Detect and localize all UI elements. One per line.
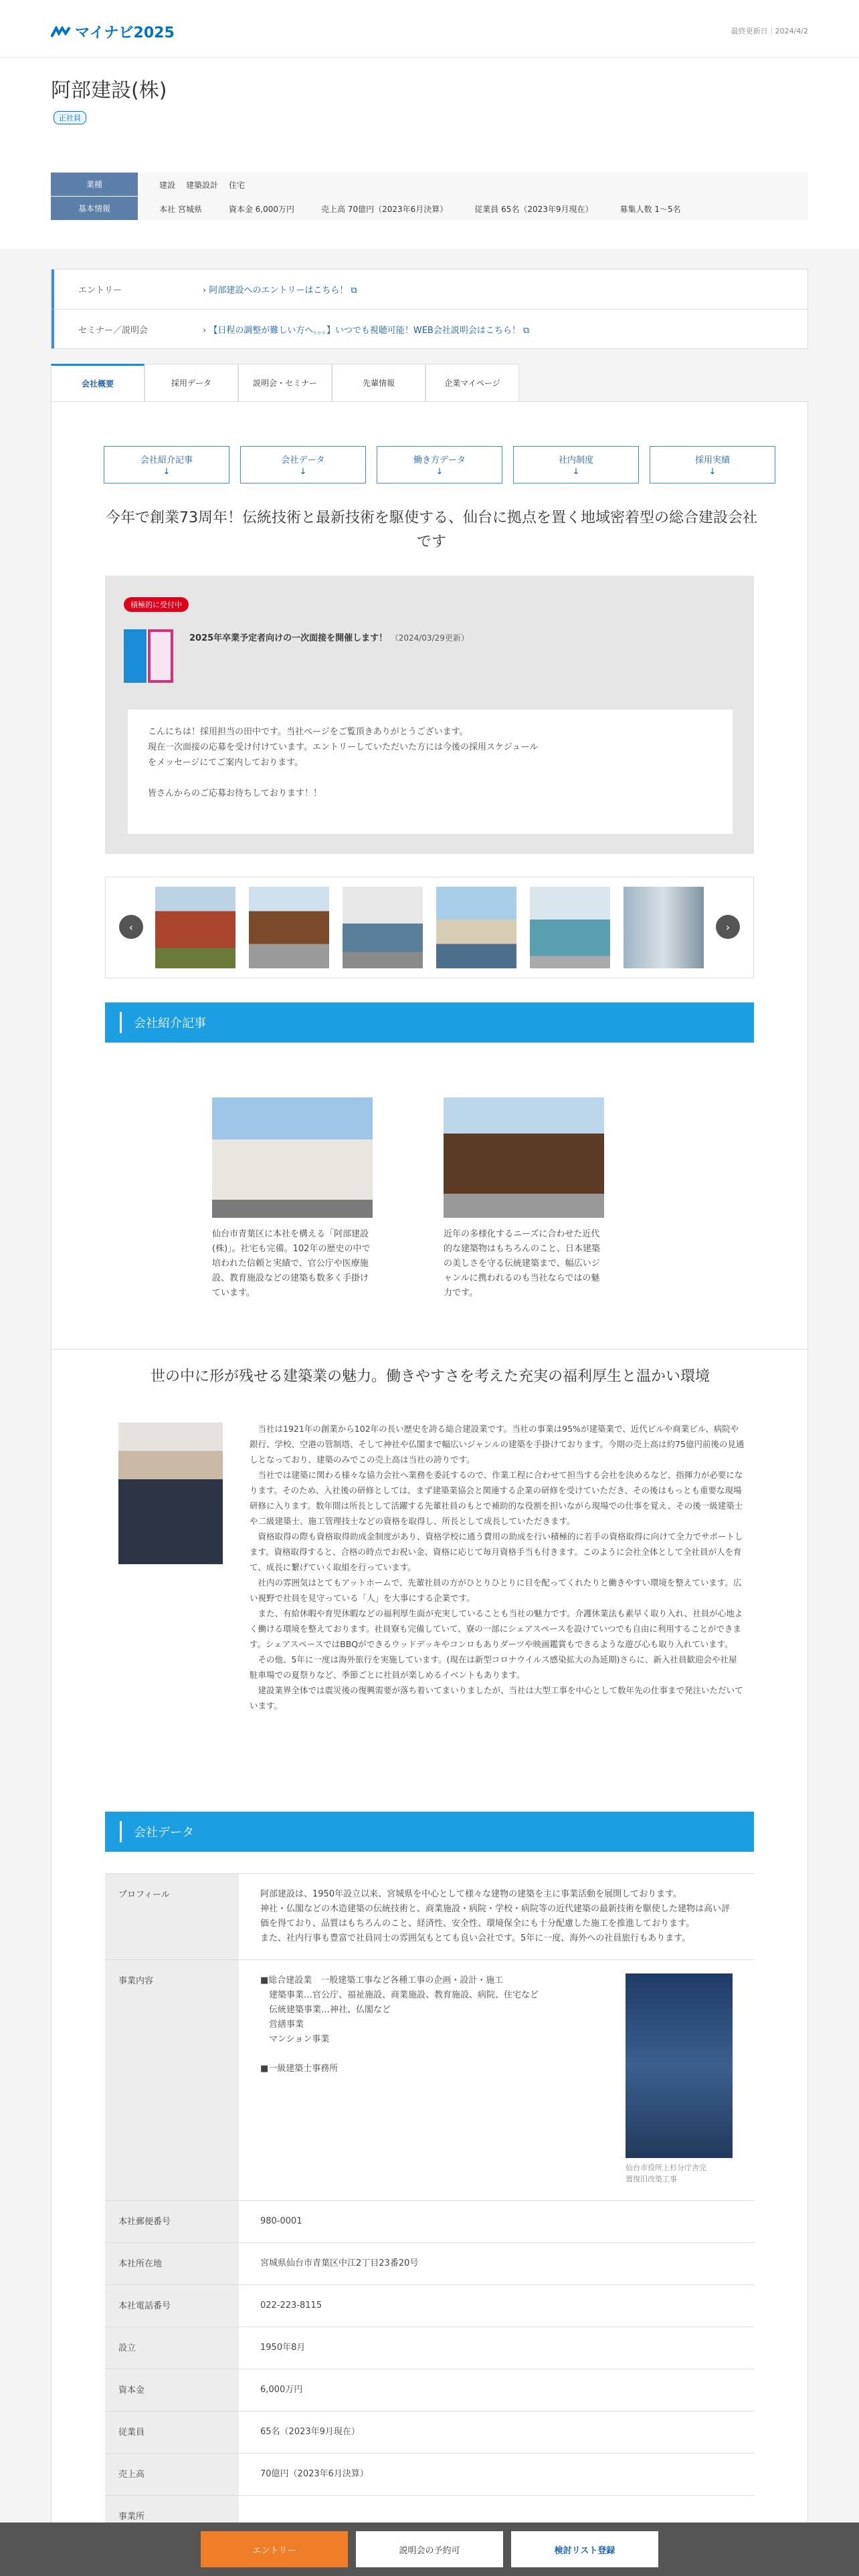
action-links bbox=[51, 269, 808, 349]
hiring-count-value: 募集人数 1〜5名 bbox=[619, 204, 681, 214]
sticky-footer bbox=[0, 2523, 859, 2576]
tab-seminar[interactable]: 説明会・セミナー bbox=[238, 364, 332, 401]
link-label: エントリー bbox=[78, 286, 122, 296]
table-row: 本社電話番号 022-223-8115 bbox=[105, 2285, 754, 2327]
carousel-photo[interactable] bbox=[436, 887, 516, 968]
news-thumbnail bbox=[124, 629, 173, 683]
subnav-work-data[interactable]: 働き方データ ↓ bbox=[377, 446, 502, 484]
article-text: 仙台市青葉区に本社を構える「阿部建設(株)」。社宅も完備。102年の歴史の中で培われた信頼と実績で、官公庁や医療施設、教育施設などの建築も数多く手掛けています。 bbox=[212, 1229, 371, 1298]
info-values bbox=[138, 203, 681, 215]
staff-portrait bbox=[118, 1422, 223, 1564]
subnav-company-data[interactable]: 会社データ ↓ bbox=[240, 446, 366, 484]
mynavi-logo-icon bbox=[51, 26, 71, 38]
table-row: 売上高 70億円（2023年6月決算） bbox=[105, 2454, 754, 2496]
save-list-button[interactable]: 検討リスト登録 bbox=[511, 2531, 658, 2567]
entry-link-row bbox=[52, 270, 807, 309]
news-item[interactable] bbox=[124, 629, 469, 683]
tab-mypage[interactable]: 企業マイページ bbox=[425, 364, 519, 401]
site-logo[interactable] bbox=[51, 21, 175, 42]
info-row-industry bbox=[51, 173, 808, 197]
industry-value: 住宅 bbox=[229, 180, 246, 190]
article-card bbox=[444, 1097, 604, 1301]
seminar-reserve-button[interactable]: 説明会の予約可 bbox=[356, 2531, 503, 2567]
tab-bar bbox=[51, 364, 519, 401]
carousel-photo[interactable] bbox=[249, 887, 329, 968]
sales-value: 売上高 70億円（2023年6月決算） bbox=[321, 204, 448, 214]
industry-value: 建築設計 bbox=[186, 180, 219, 190]
photo-carousel bbox=[105, 877, 754, 978]
company-data-table bbox=[105, 1873, 754, 2536]
carousel-prev-icon[interactable]: ‹ bbox=[119, 915, 143, 939]
entry-button[interactable]: エントリー bbox=[201, 2531, 348, 2567]
status-badge: 積極的に受付中 bbox=[124, 597, 189, 612]
subnav-results[interactable]: 採用実績 ↓ bbox=[650, 446, 775, 484]
link-label: セミナー／説明会 bbox=[78, 325, 149, 336]
info-row-basic bbox=[51, 197, 808, 221]
info-key: 基本情報 bbox=[51, 197, 138, 221]
table-row: 事業内容 ■総合建設業 一般建築工事など各種工事の企画・設計・施工 建築事業…官公庁、福祉施設、商業施設、教育施設、病院、住宅など 伝統建築事業…神社、仏閣など 営繕事業 マンション事業 ■一級建築士事務所 仙台市役所上杉分庁舎完 置復旧改築工事 bbox=[105, 1960, 754, 2201]
subnav-articles[interactable]: 会社紹介記事 ↓ bbox=[104, 446, 229, 484]
carousel-photo[interactable] bbox=[624, 887, 704, 968]
tab-seniors[interactable]: 先輩情報 bbox=[332, 364, 425, 401]
carousel-photo[interactable] bbox=[155, 887, 235, 968]
entry-link[interactable]: › 阿部建設へのエントリーはこちら！ ⧉ bbox=[203, 286, 357, 296]
logo-text: マイナビ2025 bbox=[75, 25, 175, 41]
seminar-link-row bbox=[52, 309, 807, 348]
capital-value: 資本金 6,000万円 bbox=[228, 204, 294, 214]
table-row: 事業所 bbox=[105, 2496, 754, 2536]
feature-body: 当社は1921年の創業から102年の長い歴史を誇る総合建設業です。当社の事業は95%が建築業で、近代ビルや商業ビル、病院や銀行、学校、空港の管制塔、そして神社や仏閣まで幅広いジャンルの建築を手掛けております。今期の売上高は約75億円前後の見通しとなっており、建築のみでこの売上高は当社の誇りです。 当社では建築に関わる様々な協力会社へ業務を委託するので、作業工程に合わせて担当する会社を決めるなど、指揮力が必要になります。そのため、入社後の研修としては、まず建築業協会と関連する企業の研修を受けていただき、その後はもっとも重要な現場研修に入ります。数年間は所長として活躍する先輩社員のもとで補助的な役割を担いながら現場での仕事を覚え、その後一級建築士や二級建築士、施工管理技士などの資格を取得し、所長として成長していただきます。 資格取得の際も資格取得助成金制度があり、資格学校に通う費用の助成を行い積極的に若手の資格取得に向けて全力でサポートします。資格取得すると、合格の時点でお祝い金、資格に応じて毎月資格手当も付きます。このように会社全体として全社員が人を育て、成長に繋げていく取組を行っています。 社内の雰囲気はとてもアットホームで、先輩社員の方がひとりひとりに目を配ってくれたりと働きやすい環境を整えています。広い視野で社員を見守っている「人」を大事にする企業です。 また、有給休暇や育児休暇などの福利厚生面が充実していることも当社の魅力です。介護休業法も素早く取り入れ、社員が心地よく働ける環境を整えております。社員寮も完備していて、寮の一部にシェアスペースを設けていつでも自由に利用することができます。シェアスペースではBBQができるウッドデッキやコンロもありダーツや映画鑑賞もできるような遊び心も取り入れています。 その他、5年に一度は海外旅行を実施しています。(現在は新型コロナウイルス感染拡大の為延期)さらに、新入社員歓迎会や社屋駐車場での夏祭りなど、季節ごとに社員が楽しめるイベントもあります。 建設業界全体では震災後の復興需要が落ち着いてまいりましたが、当社は大型工事を中心として数年先の仕事まで発注いただいています。 bbox=[250, 1424, 745, 1711]
info-values bbox=[138, 179, 245, 191]
recruiter-message: こんにちは！採用担当の田中です。当社ページをご覧頂きありがとうございます。 現在一次面接の応募を受け付けています。エントリーしていただいた方には今後の採用スケジュール をメッセージにてご案内しております。 皆さんからのご応募お待ちしております！！ bbox=[128, 710, 733, 834]
seminar-link[interactable]: › 【日程の調整が難しい方へ。。。】いつでも視聴可能！WEB会社説明会はこちら！ ⧉ bbox=[203, 325, 530, 336]
updated-date: 最終更新日｜2024/4/2 bbox=[731, 27, 808, 35]
employment-badge: 正社員 bbox=[54, 111, 86, 124]
news-panel bbox=[105, 576, 754, 854]
article-text: 近年の多様化するニーズに合わせた近代的な建築物はもちろんのこと、日本建築の美しさを守る伝統建築まで、幅広いジャンルに携われるのも当社ならではの魅力です。 bbox=[444, 1229, 601, 1298]
building-photo: 仙台市役所上杉分庁舎完 置復旧改築工事 bbox=[626, 1973, 733, 2187]
hq-value: 本社 宮城県 bbox=[159, 204, 202, 214]
carousel-photo[interactable] bbox=[343, 887, 423, 968]
subnav-systems[interactable]: 社内制度 ↓ bbox=[513, 446, 639, 484]
table-row: 本社郵便番号 980-0001 bbox=[105, 2201, 754, 2243]
tab-overview[interactable]: 会社概要 bbox=[51, 364, 145, 401]
feature-headline: 世の中に形が残せる建築業の魅力。働きやすさを考えた充実の福利厚生と温かい環境 bbox=[150, 1368, 710, 1385]
catch-headline: 今年で創業73周年！伝統技術と最新技術を駆使する、仙台に拠点を置く地域密着型の総合建設会社です bbox=[106, 510, 757, 550]
page-header bbox=[0, 0, 859, 249]
basic-info-table bbox=[51, 173, 808, 221]
divider bbox=[52, 1349, 809, 1350]
company-name: 阿部建設(株) bbox=[51, 79, 167, 102]
article-photo bbox=[444, 1097, 604, 1218]
info-key: 業種 bbox=[51, 173, 138, 197]
table-row: 設立 1950年8月 bbox=[105, 2327, 754, 2369]
article-photo bbox=[212, 1097, 373, 1218]
employees-value: 従業員 65名（2023年9月現在） bbox=[474, 204, 593, 214]
tab-recruit-data[interactable]: 採用データ bbox=[145, 364, 238, 401]
carousel-next-icon[interactable]: › bbox=[716, 915, 740, 939]
table-row: 従業員 65名（2023年9月現在） bbox=[105, 2411, 754, 2454]
table-row: 資本金 6,000万円 bbox=[105, 2369, 754, 2411]
sub-nav bbox=[104, 446, 775, 484]
global-header bbox=[0, 0, 859, 58]
industry-value: 建設 bbox=[159, 180, 176, 190]
section-heading-intro: 会社紹介記事 bbox=[105, 1002, 754, 1043]
main-content bbox=[51, 401, 808, 2576]
table-row: 本社所在地 宮城県仙台市青葉区中江2丁目23番20号 bbox=[105, 2243, 754, 2285]
news-title: 2025年卒業予定者向けの一次面接を開催します！ （2024/03/29更新） bbox=[189, 633, 469, 643]
section-heading-data: 会社データ bbox=[105, 1812, 754, 1852]
article-card bbox=[212, 1097, 373, 1301]
carousel-photo[interactable] bbox=[530, 887, 610, 968]
table-row: プロフィール 阿部建設は、1950年設立以来、宮城県を中心として様々な建物の建築を主に事業活動を展開しております。 神社・仏閣などの木造建築の伝統技術と、商業施設・病院・学校・病院等の近代建築の最新技術を駆使した建物は高い評価を得ており、品質はもちろんのこと、経済性、安全性、環境保全にも十分配慮した施工を推進しております。 また、社内行事も豊富で社員同士の雰囲気もとても良い会社です。5年に一度、海外への社員旅行もあります。 bbox=[105, 1874, 754, 1960]
